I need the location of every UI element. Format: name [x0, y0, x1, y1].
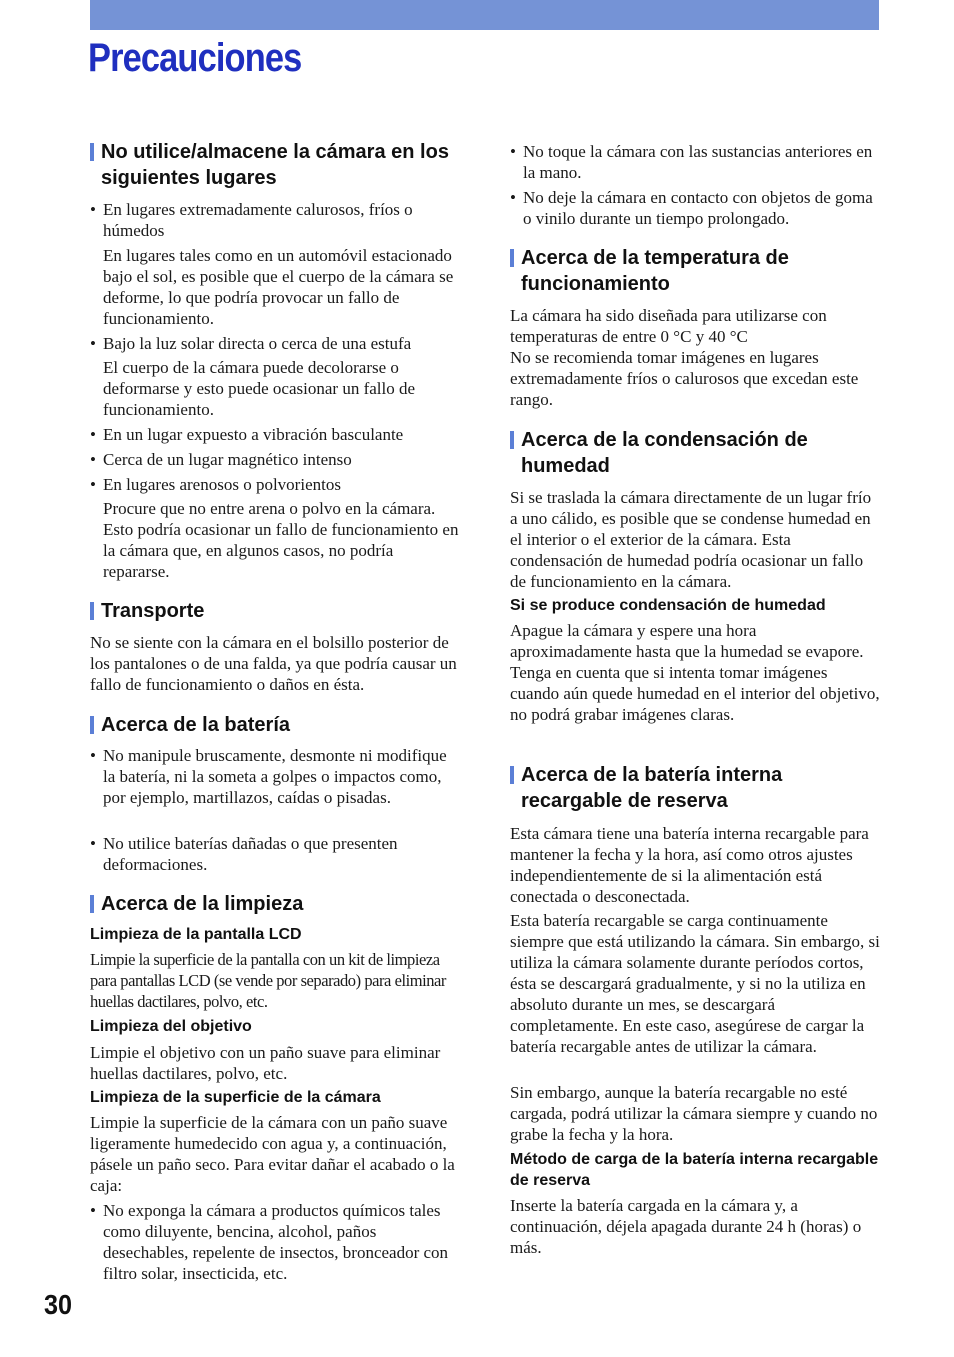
- header-bar: [90, 0, 879, 30]
- subsection-text: Limpie la superficie de la pantalla con un kit de limpieza para pantallas LCD (se vende por separado) para eliminar huellas dactilares, polvo, etc.: [90, 950, 446, 1011]
- section-heading-backup-battery: Acerca de la batería interna recargable de reserva: [510, 762, 880, 814]
- subheading: Si se produce condensación de humedad: [510, 597, 826, 614]
- subsection-text: Limpie el objetivo con un paño suave para eliminar huellas dactilares, polvo, etc.: [90, 1043, 441, 1083]
- bullet-detail: En lugares tales como en un automóvil estacionado bajo el sol, es posible que el cuerpo de la cámara se deforme, lo que podría provocar un fallo de funcionamiento.: [103, 246, 454, 328]
- section-text: Esta batería recargable se carga continuamente siempre que está utilizando la cámara. Sin embargo, si utiliza la cámara solamente durante períodos cortos, ésta se descargará gradualmente, y si no la utiliza en absoluto durante un mes, se descargará completamente. En este caso, asegúrese de cargar la batería recargable antes de utilizar la cámara.: [510, 911, 880, 1056]
- section-text: Si se traslada la cámara directamente de un lugar frío a uno cálido, es posible que se condense humedad en el interior o el exterior de la cámara. Esta condensación de humedad podría ocasionar un fallo de funcionamiento en la cámara.: [510, 488, 872, 591]
- heading-marker: [510, 249, 514, 267]
- section-heading-temperature: Acerca de la temperatura de funcionamiento: [510, 245, 880, 297]
- section-text: La cámara ha sido diseñada para utilizarse con temperaturas de entre 0 °C y 40 °C: [510, 306, 827, 346]
- heading-marker: [90, 895, 94, 913]
- section-heading-condensation: Acerca de la condensación de humedad: [510, 427, 880, 479]
- heading-marker: [90, 602, 94, 620]
- heading-marker: [510, 431, 514, 449]
- subsection-text: Inserte la batería cargada en la cámara y, a continuación, déjela apagada durante 24 h (horas) o más.: [510, 1196, 862, 1257]
- bullet-detail: El cuerpo de la cámara puede decolorarse o deformarse y esto puede ocasionar un fallo de funcionamiento.: [103, 358, 416, 419]
- heading-marker: [90, 143, 94, 161]
- subheading: Método de carga de la batería interna recargable de reserva: [510, 1151, 879, 1189]
- bullet-item: • Cerca de un lugar magnético intenso: [90, 449, 462, 470]
- section-text: Sin embargo, aunque la batería recargable no esté cargada, podrá utilizar la cámara siempre y cuando no grabe la fecha y la hora.: [510, 1083, 878, 1144]
- section-heading-transport: Transporte: [90, 598, 462, 624]
- bullet-item: • No exponga la cámara a productos químicos tales como diluyente, bencina, alcohol, paños desechables, repelente de insectos, bronceador con filtro solar, insecticida, etc.: [90, 1200, 462, 1284]
- page-title: Precauciones: [88, 36, 302, 80]
- bullet-item: • En lugares extremadamente calurosos, fríos o húmedos: [90, 199, 462, 241]
- bullet-item: • No toque la cámara con las sustancias anteriores en la mano.: [510, 141, 880, 183]
- bullet-item: • No deje la cámara en contacto con objetos de goma o vinilo durante un tiempo prolongado.: [510, 187, 880, 229]
- section-heading-cleaning: Acerca de la limpieza: [90, 891, 462, 917]
- subheading: Limpieza de la superficie de la cámara: [90, 1089, 381, 1106]
- bullet-item: • En lugares arenosos o polvorientos: [90, 474, 462, 495]
- bullet-item: • No utilice baterías dañadas o que presenten deformaciones.: [90, 833, 462, 875]
- section-heading-storage: No utilice/almacene la cámara en los siguientes lugares: [90, 139, 462, 191]
- heading-marker: [90, 716, 94, 734]
- bullet-item: • En un lugar expuesto a vibración basculante: [90, 424, 462, 445]
- subsection-text: Apague la cámara y espere una hora aproximadamente hasta que la humedad se evapore. Tenga en cuenta que si intenta tomar imágenes cuando aún quede humedad en el interior del objetivo, no podrá grabar imágenes claras.: [510, 621, 880, 724]
- bullet-item: • Bajo la luz solar directa o cerca de una estufa: [90, 333, 462, 354]
- bullet-item: • No manipule bruscamente, desmonte ni modifique la batería, ni la someta a golpes o impactos como, por ejemplo, martillazos, caídas o pisadas.: [90, 745, 462, 808]
- section-text: No se recomienda tomar imágenes en lugares extremadamente fríos o calurosos que excedan este rango.: [510, 348, 859, 409]
- section-text: No se siente con la cámara en el bolsillo posterior de los pantalones o de una falda, ya que podría causar un fallo de funcionamiento o daños en ésta.: [90, 633, 457, 694]
- bullet-detail: Procure que no entre arena o polvo en la cámara. Esto podría ocasionar un fallo de funcionamiento en la cámara que, en algunos casos, no podría repararse.: [103, 499, 459, 581]
- section-text: Esta cámara tiene una batería interna recargable para mantener la fecha y la hora, así como otros ajustes independientemente de si la alimentación está conectada o desconectada.: [510, 824, 869, 906]
- heading-marker: [510, 766, 514, 784]
- section-heading-battery: Acerca de la batería: [90, 712, 462, 738]
- subheading: Limpieza del objetivo: [90, 1018, 252, 1035]
- page-number: 30: [44, 1289, 73, 1320]
- subsection-text: Limpie la superficie de la cámara con un paño suave ligeramente humedecido con agua y, a continuación, pásele un paño seco. Para evitar dañar el acabado o la caja:: [90, 1113, 455, 1195]
- subheading: Limpieza de la pantalla LCD: [90, 926, 302, 943]
